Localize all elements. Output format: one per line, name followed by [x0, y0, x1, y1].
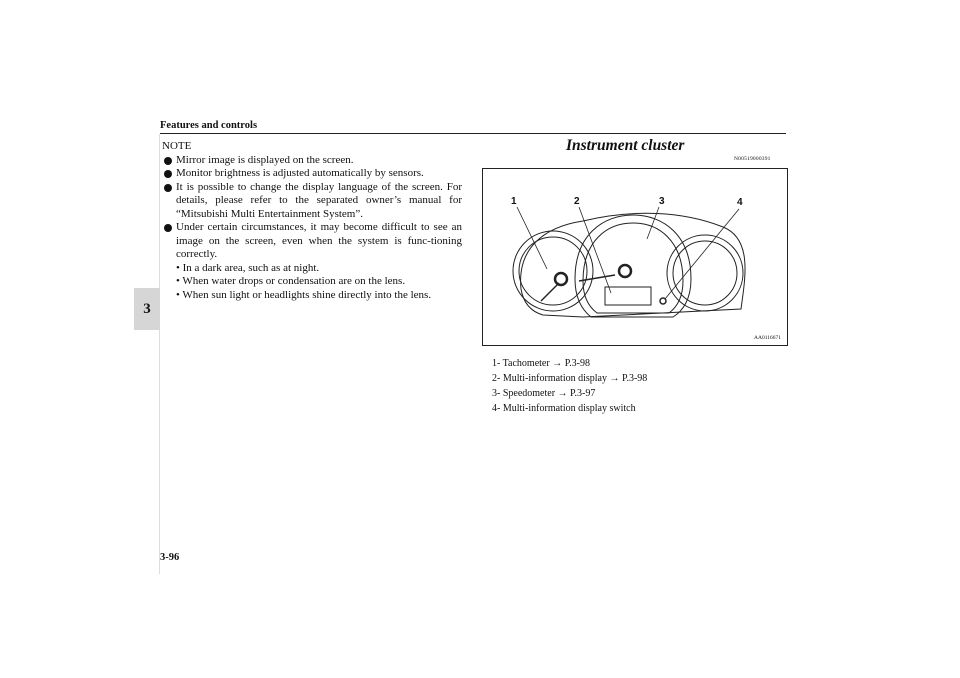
bullet-icon: [164, 170, 172, 178]
multi-information-display: [605, 287, 651, 305]
instrument-cluster-figure: [482, 168, 788, 346]
note-sub-item: • In a dark area, such as at night.: [176, 261, 320, 274]
note-title: NOTE: [162, 140, 192, 152]
margin-rule: [159, 134, 160, 574]
speedometer-needle: [579, 275, 615, 281]
header-section-title: Features and controls: [160, 120, 258, 131]
callout-2: 2: [574, 196, 580, 207]
bullet-icon: [164, 184, 172, 192]
section-code: N00519000391: [734, 156, 771, 162]
figure-legend: [492, 356, 647, 416]
callout-1: 1: [511, 196, 517, 207]
bullet-icon: [164, 224, 172, 232]
legend-item: 2- Multi-information display → P.3-98: [492, 373, 648, 384]
note-bullet: It is possible to change the display language of the screen. For details, please refer to the separated owner’s manual for “Mitsubishi Multi Entertainment System”.: [162, 181, 462, 222]
legend-item: 1- Tachometer → P.3-98: [492, 358, 590, 369]
callout-leader-1: [517, 207, 547, 269]
instrument-cluster-illustration: [483, 169, 787, 345]
bullet-icon: [164, 157, 172, 165]
section-title: Instrument cluster: [566, 137, 685, 154]
tachometer-needle: [541, 283, 559, 301]
cluster-hood-outline: [521, 213, 745, 317]
callout-leader-4: [665, 209, 739, 299]
legend-item: 3- Speedometer → P.3-97: [492, 388, 596, 399]
right-gauge-dial: [667, 235, 743, 311]
note-bullet: Under certain circumstances, it may become difficult to see an image on the screen, even when the system is func-tioning correctly.: [162, 221, 462, 262]
note-block: [162, 140, 462, 302]
callout-4: 4: [737, 197, 743, 208]
tachometer-dial: [513, 231, 593, 311]
chapter-tab: 3: [134, 288, 160, 330]
figure-code: AA0116671: [754, 335, 781, 341]
callout-leader-3: [647, 207, 659, 239]
callout-3: 3: [659, 196, 665, 207]
note-bullet: Monitor brightness is adjusted automatically by sensors.: [162, 167, 462, 181]
note-sub-item: • When sun light or headlights shine directly into the lens.: [176, 288, 432, 301]
note-sub-item: • When water drops or condensation are on the lens.: [176, 275, 406, 287]
note-bullet: Mirror image is displayed on the screen.: [162, 154, 462, 168]
legend-item: 4- Multi-information display switch: [492, 403, 636, 414]
header-rule: [160, 133, 786, 134]
page-number: 3-96: [160, 552, 180, 563]
tachometer-hub: [555, 273, 567, 285]
speedometer-hub: [619, 265, 631, 277]
speedometer-inner-ring: [583, 223, 683, 313]
